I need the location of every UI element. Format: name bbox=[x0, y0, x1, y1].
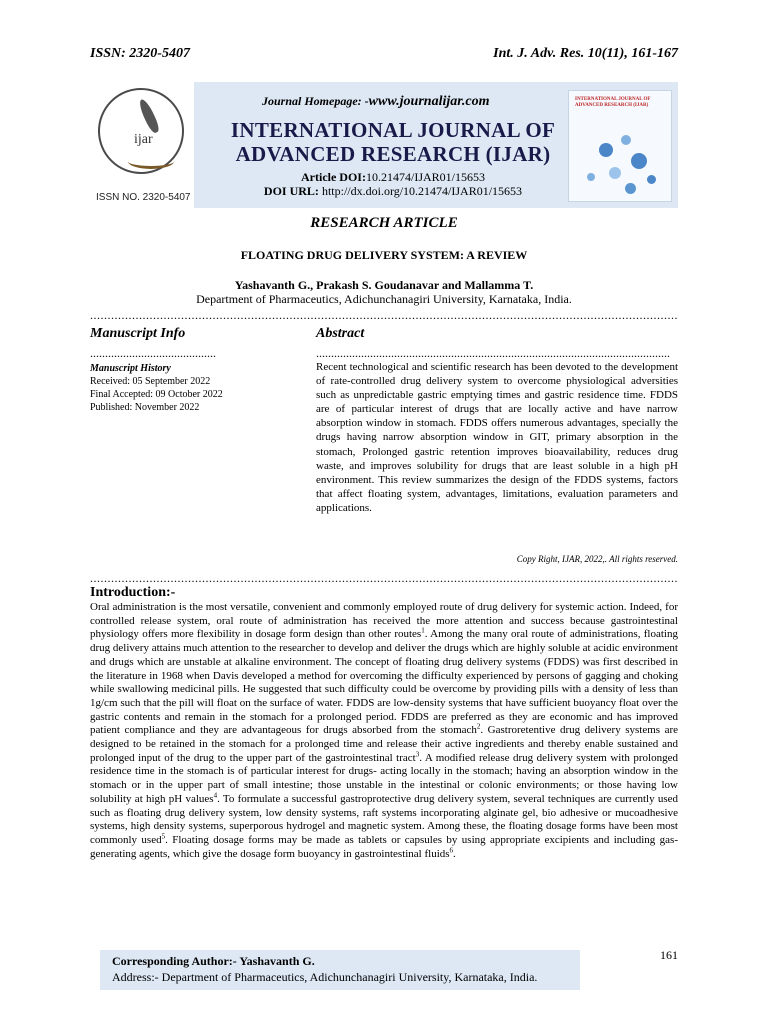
introduction-heading: Introduction:- bbox=[90, 585, 176, 600]
journal-cover-image bbox=[568, 90, 672, 202]
homepage-link[interactable]: www.journalijar.com bbox=[368, 94, 490, 109]
journal-logo bbox=[90, 82, 194, 208]
author-address: Address:- Department of Pharmaceutics, Adichunchanagiri University, Karnataka, India. bbox=[112, 970, 538, 984]
divider bbox=[316, 346, 678, 360]
reference-marker: 5 bbox=[161, 832, 166, 841]
intro-text-part: . A modified release drug delivery system with prolonged residence time in the stomach is of particular interest for drugs- acting locally in the stomach; having an absorption window in the stomach or in the upper part of small intestine; those unstable in the intestinal or colonic environments; or those having low solubility at high pH values bbox=[90, 751, 678, 805]
journal-homepage bbox=[262, 94, 490, 110]
authors: Yashavanth G., Prakash S. Goudanavar and Mallamma T. bbox=[234, 278, 534, 292]
article-doi-label: Article DOI: bbox=[301, 170, 366, 184]
manuscript-info-heading: Manuscript Info bbox=[90, 326, 186, 341]
article-type: RESEARCH ARTICLE bbox=[310, 215, 458, 231]
doi-url-label: DOI URL: bbox=[263, 184, 319, 198]
abstract-heading: Abstract bbox=[316, 326, 365, 341]
issn-header: ISSN: 2320-5407 bbox=[90, 46, 190, 61]
divider bbox=[90, 571, 678, 585]
introduction-text bbox=[90, 601, 678, 861]
reference-marker: 3 bbox=[415, 750, 420, 759]
journal-title-line1: INTERNATIONAL JOURNAL OF bbox=[230, 118, 556, 142]
book-icon bbox=[128, 154, 174, 169]
doi-url-link[interactable]: http://dx.doi.org/10.21474/IJAR01/15653 bbox=[318, 184, 523, 198]
logo-text: ijar bbox=[134, 132, 153, 147]
divider bbox=[90, 346, 220, 360]
doi-url bbox=[218, 184, 568, 199]
page-number: 161 bbox=[660, 948, 678, 962]
divider bbox=[90, 308, 678, 322]
journal-title-line2: ADVANCED RESEARCH (IJAR) bbox=[235, 142, 551, 166]
reference-marker: 4 bbox=[213, 791, 218, 800]
article-doi bbox=[218, 170, 568, 185]
manuscript-history bbox=[90, 362, 223, 414]
journal-banner bbox=[90, 82, 678, 208]
cover-title: INTERNATIONAL JOURNAL OF ADVANCED RESEARCH (IJAR) bbox=[575, 97, 651, 108]
published-date: Published: November 2022 bbox=[90, 402, 200, 413]
copyright: Copy Right, IJAR, 2022,. All rights reserved. bbox=[516, 554, 678, 564]
reference-marker: 2 bbox=[476, 722, 481, 731]
intro-text-part: Oral administration is the most versatile, convenient and commonly employed route of drug delivery for systemic action. Indeed, for controlled release system, oral route of administration has received the more attention and success because gastrointestinal physiology offers more flexibility in dosage form design than other routes bbox=[90, 601, 678, 641]
intro-text-part: . Floating dosage forms may be made as tablets or capsules by using appropriate excipients and including gas-generating agents, which give the dosage form buoyancy in gastrointestinal fluids bbox=[90, 833, 678, 860]
journal-title bbox=[218, 118, 568, 166]
molecule-icon bbox=[625, 183, 636, 194]
affiliation: Department of Pharmaceutics, Adichunchanagiri University, Karnataka, India. bbox=[196, 292, 572, 306]
reference-marker: 6 bbox=[449, 846, 454, 854]
intro-text-part: . Among the many oral route of administrations, floating drug delivery attains much attention to the researcher to develop and deliver the drugs which are highly soluble at acidic environment and drugs which are unstable at alkaline environment. The concept of floating drug delivery systems (FDDS) was first described in the literature in 1968 when Davis developed a method for overcoming the difficulty experienced by persons of gagging and choking while swallowing medicinal pills. He suggested that such difficulty could be overcome by providing pills with a density of less than 1g/cm such that the pill will float on the surface of water. FDDS are low-density systems that have sufficient buoyancy float over the gastric contents and remain in the stomach for a prolonged period. FDDS are preferred as they are economic and has improved patient compliance and they are advantageous for drugs absorbed from the stomach bbox=[90, 628, 678, 737]
corresponding-author-box bbox=[100, 950, 580, 990]
molecule-icon bbox=[631, 153, 647, 169]
running-header bbox=[90, 46, 678, 66]
article-doi-value: 10.21474/IJAR01/15653 bbox=[365, 170, 485, 184]
molecule-icon bbox=[621, 135, 631, 145]
homepage-label: Journal Homepage: - bbox=[262, 94, 369, 108]
intro-text-part: . To formulate a successful gastroprotective drug delivery system, several techniques are currently used such as floating drug delivery system, low density systems, raft systems incorporating alginate gel, bio adhesive or mucoadhesive systems, high density systems, superporous hydrogel and magnetic system. Among these, the floating dosage forms have been most commonly used bbox=[90, 792, 678, 846]
molecule-icon bbox=[609, 167, 621, 179]
citation-header: Int. J. Adv. Res. 10(11), 161-167 bbox=[493, 46, 678, 61]
received-date: Received: 05 September 2022 bbox=[90, 376, 211, 387]
molecule-icon bbox=[587, 173, 595, 181]
logo-issn: ISSN NO. 2320-5407 bbox=[96, 192, 191, 203]
logo-circle bbox=[98, 88, 184, 174]
abstract-text: Recent technological and scientific research has been devoted to the development of rate-controlled drug delivery system to overcome physiological adversities such as unpredictable gastric emptying times and gastric residence time. FDDS are of particular interest of drugs that are locally active and have narrow absorption window in stomach. FDDS offers numerous advantages, specially the drugs having narrow absorption window in GIT, primary absorption in the stomach, Prolonged gastric retention improves bioavailability, reduces drug waste, and improves solubility for drugs that are least soluble in a high pH environment. This review summarizes the design of the FDDS systems, factors that affect floating system, advantages, limitations, evaluation parameters and applications. bbox=[316, 361, 678, 514]
paper-title: FLOATING DRUG DELIVERY SYSTEM: A REVIEW bbox=[240, 248, 528, 262]
intro-text-part: . Gastroretentive drug delivery systems are designed to be retained in the stomach for a prolonged time and release their active ingredients and thereby enable sustained and prolonged input of the drug to the upper part of the gastrointestinal tract bbox=[90, 724, 678, 764]
reference-marker: 1 bbox=[421, 626, 425, 635]
corresponding-author: Corresponding Author:- Yashavanth G. bbox=[112, 954, 315, 968]
quill-icon bbox=[137, 98, 161, 135]
intro-text-part: . bbox=[453, 847, 456, 860]
molecule-icon bbox=[647, 175, 656, 184]
history-heading: Manuscript History bbox=[90, 363, 171, 374]
accepted-date: Final Accepted: 09 October 2022 bbox=[90, 389, 223, 400]
molecule-icon bbox=[599, 143, 613, 157]
